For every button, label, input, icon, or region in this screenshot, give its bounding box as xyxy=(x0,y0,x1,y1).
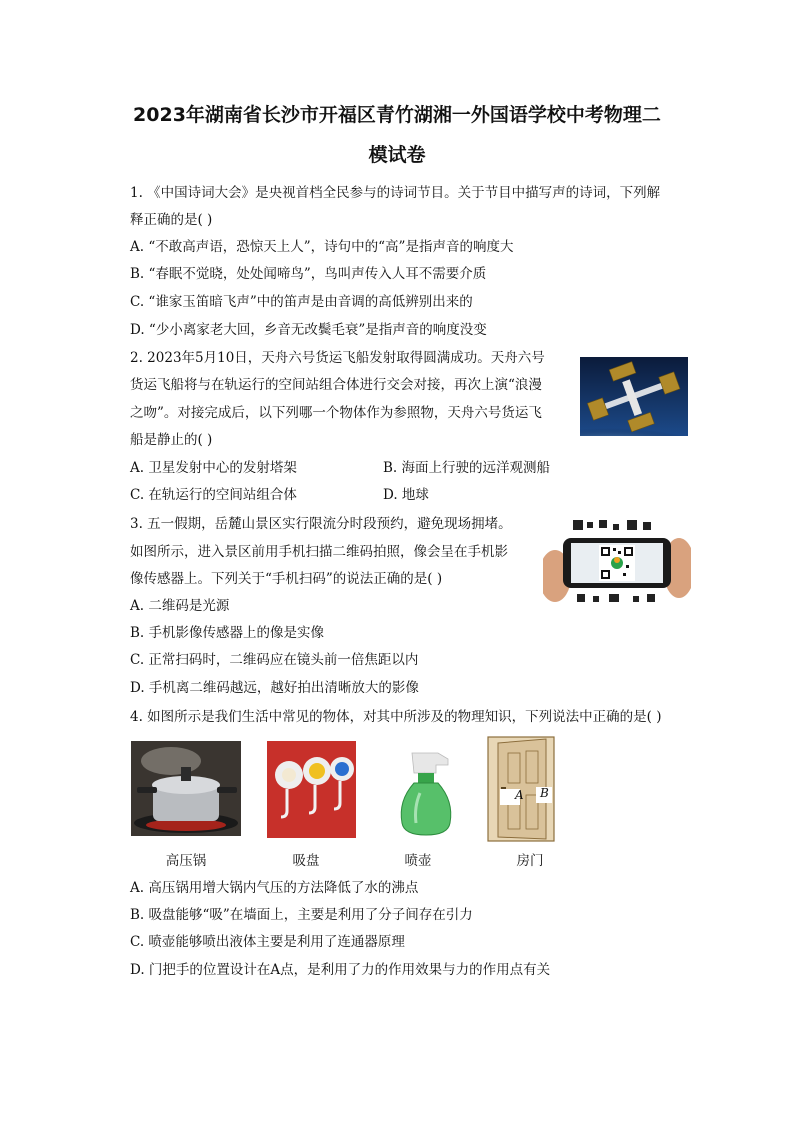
caption-spray-bottle: 喷壶 xyxy=(404,853,432,869)
q4-option-b: B. 吸盘能够“吸”在墙面上，主要是利用了分子间存在引力 xyxy=(130,907,473,923)
phone-scan-qr-image xyxy=(543,518,691,606)
q2-option-c: C. 在轨运行的空间站组合体 xyxy=(130,487,297,503)
q2-option-d: D. 地球 xyxy=(383,487,429,503)
q1-stem-line-1: 1. 《中国诗词大会》是央视首档全民参与的诗词节目。关于节目中描写声的诗词，下列解 xyxy=(130,185,661,201)
q3-stem-line-3: 像传感器上。下列关于“手机扫码”的说法正确的是( ) xyxy=(130,571,443,587)
page-title-line-1: 2023年湖南省长沙市开福区青竹湖湘一外国语学校中考物理二 xyxy=(133,104,661,126)
q1-option-b: B. “春眠不觉晓，处处闻啼鸟”，鸟叫声传入人耳不需要介质 xyxy=(130,266,487,282)
q1-option-a: A. “不敢高声语，恐惊天上人”，诗句中的“高”是指声音的响度大 xyxy=(130,239,514,255)
q1-option-c: C. “谁家玉笛暗飞声”中的笛声是由音调的高低辨别出来的 xyxy=(130,294,473,310)
q4-option-d: D. 门把手的位置设计在A点，是利用了力的作用效果与力的作用点有关 xyxy=(130,962,551,978)
page-title-line-2: 模试卷 xyxy=(368,144,426,166)
q3-option-a: A. 二维码是光源 xyxy=(130,598,230,614)
q3-option-b: B. 手机影像传感器上的像是实像 xyxy=(130,625,325,641)
door-label-b: B xyxy=(540,786,549,800)
q1-option-d: D. “少小离家老大回，乡音无改鬓毛衰”是指声音的响度没变 xyxy=(130,322,487,338)
q4-stem: 4. 如图所示是我们生活中常见的物体，对其中所涉及的物理知识，下列说法中正确的是( ) xyxy=(130,709,662,725)
q4-option-c: C. 喷壶能够喷出液体主要是利用了连通器原理 xyxy=(130,934,405,950)
q3-stem-line-1: 3. 五一假期，岳麓山景区实行限流分时段预约，避免现场拥堵。 xyxy=(130,516,512,532)
pressure-cooker-image xyxy=(131,741,241,836)
caption-suction-cup: 吸盘 xyxy=(292,853,320,869)
space-station-image xyxy=(580,357,688,436)
q1-stem-line-2: 释正确的是( ) xyxy=(130,212,213,228)
door-label-a: A xyxy=(515,788,524,802)
q2-stem-line-4: 船是静止的( ) xyxy=(130,432,213,448)
q3-stem-line-2: 如图所示，进入景区前用手机扫描二维码拍照，像会呈在手机影 xyxy=(130,544,508,560)
q2-option-a: A. 卫星发射中心的发射塔架 xyxy=(130,460,297,476)
q2-stem-line-1: 2. 2023年5月10日，天舟六号货运飞船发射取得圆满成功。天舟六号 xyxy=(130,350,545,366)
caption-pressure-cooker: 高压锅 xyxy=(165,853,207,869)
suction-cup-image xyxy=(267,741,356,838)
q4-option-a: A. 高压锅用增大锅内气压的方法降低了水的沸点 xyxy=(130,880,419,896)
q2-option-b: B. 海面上行驶的远洋观测船 xyxy=(383,460,551,476)
q2-stem-line-2: 货运飞船将与在轨运行的空间站组合体进行交会对接，再次上演“浪漫 xyxy=(130,377,542,393)
spray-bottle-image xyxy=(390,741,460,838)
caption-door: 房门 xyxy=(516,853,544,869)
q3-option-c: C. 正常扫码时，二维码应在镜头前一倍焦距以内 xyxy=(130,652,419,668)
q3-option-d: D. 手机离二维码越远，越好拍出清晰放大的影像 xyxy=(130,680,419,696)
q2-stem-line-3: 之吻”。对接完成后，以下列哪一个物体作为参照物，天舟六号货运飞 xyxy=(130,405,542,421)
